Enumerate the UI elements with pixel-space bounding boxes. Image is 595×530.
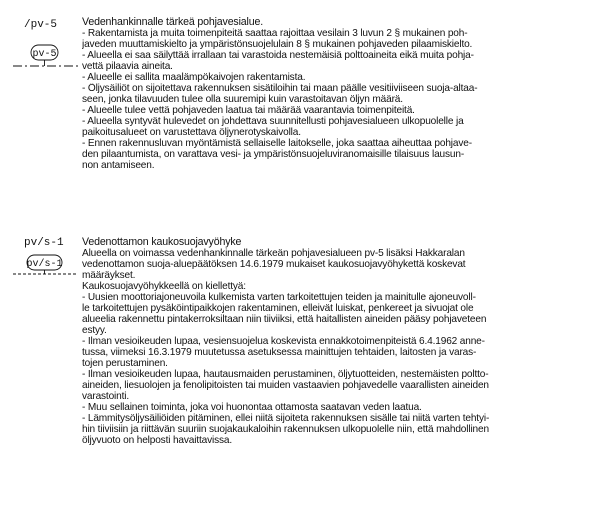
- regulation-line: Kaukosuojavyöhykkeellä on kiellettyä:: [82, 281, 246, 292]
- pv-s-1-symbol-label: pv/s-1: [26, 259, 63, 271]
- regulation-line: non antamiseen.: [82, 160, 155, 171]
- regulation-line: määräykset.: [82, 270, 136, 281]
- regulation-line: tussa, viimeksi 16.3.1979 muutetussa asetuksessa mainittujen tehtaiden, laitosten ja varas-: [82, 347, 477, 358]
- regulation-line: - Alueelle tulee vettä pohjaveden laatua tai määrää vaarantavia toimenpiteitä.: [82, 105, 415, 116]
- regulation-line: hin tiiviisiin ja riittävän suuriin suojakaukaloihin rakennuksen ulkopuolelle niin, että mahdollinen: [82, 424, 489, 435]
- regulation-line: - Alueelle ei sallita maalämpökaivojen rakentamista.: [82, 72, 306, 83]
- zone-code-pv-s-1: pv/s-1: [24, 237, 64, 249]
- regulation-line: aineiden, liesuolojen ja fenolipitoisten tai muiden vastaavien pohjavedelle vaarallisten aineiden: [82, 380, 489, 391]
- pv-5-regulation-text: [82, 17, 582, 171]
- regulation-line: varastointi.: [82, 391, 130, 402]
- regulation-line: - Ennen rakennusluvan myöntämistä sellaiselle laitokselle, joka saattaa aiheuttaa pohjave-: [82, 138, 472, 149]
- regulation-line: - Alueella ei saa säilyttää irrallaan tai varastoida nestemäisiä polttoaineita eikä muita pohja-: [82, 50, 474, 61]
- regulation-line: vettä pilaavia aineita.: [82, 61, 173, 72]
- regulation-line: den pilaantumista, on varattava vesi- ja ympäristönsuojeluviranomaisille tilaisuus lausun-: [82, 149, 465, 160]
- regulation-line: estyy.: [82, 325, 107, 336]
- regulation-line: - Muu sellainen toiminta, joka voi huonontaa ottamosta saatavan veden laatua.: [82, 402, 422, 413]
- regulation-line: paikoitusalueet on varustettava öljynerotyskaivolla.: [82, 127, 301, 138]
- pv-5-symbol-label: pv-5: [32, 49, 57, 61]
- regulation-line: - Lämmitysöljysäiliöiden pitäminen, ellei niitä sijoiteta rakennuksen sisälle tai niitä varten tehtyi-: [82, 413, 490, 424]
- regulation-line: seen, jonka tilavuuden tulee olla suuremipi kuin varastoitavan öljyn määrä.: [82, 94, 403, 105]
- regulation-line: tojen perustaminen.: [82, 358, 168, 369]
- pv-s-1-map-symbol: [8, 252, 80, 284]
- regulation-line: - Uusien moottoriajoneuvoila kulkemista varten tarkoitettujen teiden ja mainitulle ajoneuvoll-: [82, 292, 476, 303]
- regulation-line: - Alueella syntyvät hulevedet on johdettava suunnitellusti pohjavesialueen ulkopuolelle ja: [82, 116, 464, 127]
- regulation-line: Alueella on voimassa vedenhankinnalle tärkeän pohjavesialueen pv-5 lisäksi Hakkaralan: [82, 248, 465, 259]
- zone-code-pv-5: /pv-5: [24, 19, 58, 31]
- regulation-line: - Ilman vesioikeuden lupaa, hautausmaiden perustaminen, öljytuotteiden, nestemäisten poltto-: [82, 369, 489, 380]
- section-heading: Vedenhankinnalle tärkeä pohjavesialue.: [82, 17, 264, 28]
- regulation-line: javeden muuttamiskielto ja ympäristönsuojelulain 8 § mukainen pohjaveden pilaamiskielto.: [82, 39, 473, 50]
- regulation-line: alueelia rakennettu pintakerroksiltaan niin tiiviiksi, että haitallisten aineiden pääsy pohjaveteen: [82, 314, 487, 325]
- regulation-line: - Rakentamista ja muita toimenpiteitä saattaa rajoittaa vesilain 3 luvun 2 § mukainen poh-: [82, 28, 468, 39]
- regulation-line: - Öljysäiliöt on sijoitettava rakennuksen sisätiloihin tai maan päälle vesitiiviiseen suoja-altaa-: [82, 83, 478, 94]
- section-heading: Vedenottamon kaukosuojavyöhyke: [82, 237, 242, 248]
- regulation-line: - Ilman vesioikeuden lupaa, vesiensuojelua koskevista ennakkotoimenpiteistä 6.4.1962 anne-: [82, 336, 485, 347]
- regulation-line: vedenottamon suoja-aluepäätöksen 14.6.1979 mukaiset kaukosuojavyöhykettä koskevat: [82, 259, 466, 270]
- regulation-line: le tarkoitettujen pysäköintipaikkojen rakentaminen, elleivät luiskat, penkereet ja sivuojat ole: [82, 303, 474, 314]
- pv-s-1-regulation-text: [82, 237, 582, 446]
- regulation-line: öljyvuoto on helposti havaittavissa.: [82, 435, 233, 446]
- pv-5-map-symbol: [8, 41, 80, 73]
